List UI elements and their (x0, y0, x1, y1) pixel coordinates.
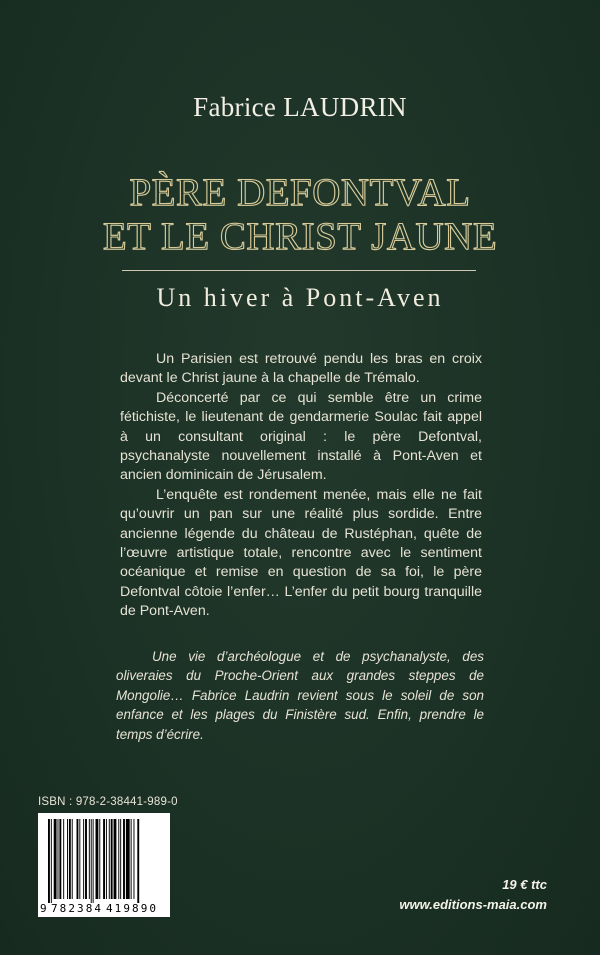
title-line-2: ET LE CHRIST JAUNE (102, 215, 498, 258)
barcode-digits-right: 419890 (106, 902, 156, 915)
barcode-bar (103, 819, 105, 899)
synopsis-paragraph-1: Un Parisien est retrouvé pendu les bras en croix devant le Christ jaune à la chapelle de Trémalo. (120, 351, 482, 387)
barcode-bar (99, 819, 100, 899)
synopsis (120, 350, 482, 622)
barcode-bar (109, 819, 110, 899)
barcode-bar (77, 819, 79, 899)
barcode-bar (93, 819, 94, 903)
barcode-bar (91, 819, 92, 903)
barcode-bar (114, 819, 117, 899)
barcode-bar (120, 819, 121, 899)
barcode-bars (48, 819, 139, 903)
barcode-digit-first: 9 (40, 902, 47, 915)
barcode-bar (51, 819, 52, 903)
author-bio: Une vie d’archéologue et de psychanalyste, des oliveraies du Proche-Orient aux grandes steppes de Mongolie… Fabrice Laudrin revient sous le soleil de son enfance et les plages du Finistère sud. Enfin, prendre le temps d’écrire. (116, 649, 484, 742)
barcode-bar (69, 819, 71, 899)
barcode-bar (137, 819, 139, 903)
barcode-bar (118, 819, 119, 899)
barcode-bar (89, 819, 90, 899)
publisher-website: www.editions-maia.com (399, 897, 547, 912)
barcode-bar (48, 819, 50, 903)
synopsis-paragraph-2: Déconcerté par ce qui semble être un crime fétichiste, le lieutenant de gendarmerie Soulac fait appel à un consultant original : le père Defontval, psychanalyste nouvellement installé à Pont-Aven et ancien dominicain de Jérusalem. (120, 389, 482, 484)
subtitle: Un hiver à Pont-Aven (156, 283, 444, 312)
barcode-bar (85, 819, 87, 899)
barcode-bar (63, 819, 64, 899)
barcode-bar (79, 819, 80, 899)
barcode-digits-left: 782384 (51, 902, 101, 915)
synopsis-paragraph-3: L’enquête est rondement menée, mais elle ne fait qu’ouvrir un pan sur une réalité plus sordide. Entre ancienne légende du château de Rustéphan, quête de l’œuvre artistique totale, rencontre avec le sentiment océanique et remise en question de sa foi, le père Defontval côtoie l’enfer… L’enfer du petit bourg tranquille de Pont-Aven. (120, 486, 482, 620)
barcode-graphic (38, 813, 170, 917)
barcode-bar (134, 819, 135, 899)
barcode-bar (106, 819, 107, 899)
barcode-bar (58, 819, 59, 899)
price: 19 € ttc (502, 877, 547, 892)
barcode-bar (67, 819, 68, 899)
barcode-bar (123, 819, 125, 899)
barcode-bar (83, 819, 84, 899)
barcode-bar (111, 819, 113, 899)
isbn-label: ISBN : 978-2-38441-989-0 (38, 796, 178, 808)
barcode-bar (96, 819, 99, 899)
barcode (38, 813, 170, 917)
title-divider (122, 270, 476, 271)
barcode-bar (126, 819, 130, 899)
title-line-1: PÈRE DEFONTVAL (129, 171, 471, 214)
barcode-bar (59, 819, 61, 899)
barcode-bar (131, 819, 132, 899)
barcode-bar (72, 819, 73, 899)
author-name: Fabrice LAUDRIN (193, 92, 407, 122)
barcode-bar (54, 819, 57, 899)
